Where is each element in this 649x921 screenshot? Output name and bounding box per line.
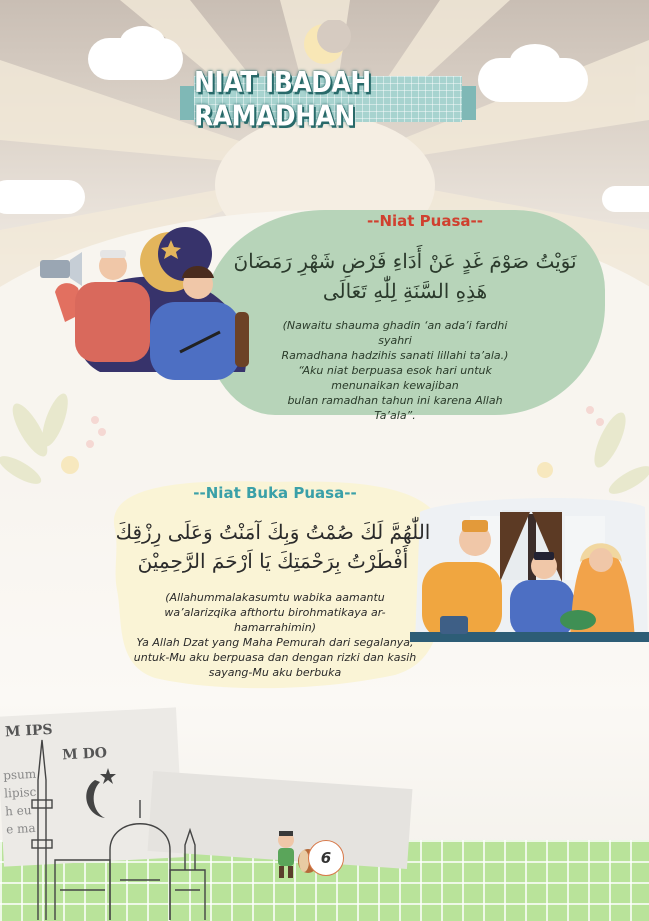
niat-buka-arabic-text: اللّٰهُمَّ لَكَ صُمْتُ وَبِكَ آمَنْتُ وَعَلَى رِزْقِكَ أَفْطَرْتُ بِرَحْمَتِكَ يَا اَرْحَمَ الرَّحِمِيْنَ [115, 520, 431, 573]
newspaper-text: e ma [5, 820, 36, 837]
translation-line: Ramadhana hadzihis sanati lillahi ta’ala.) [281, 349, 509, 362]
translation-line: hamarrahimin) [233, 621, 317, 634]
cloud [120, 26, 165, 58]
family-iftar-illustration [410, 492, 649, 647]
niat-buka-heading: --Niat Buka Puasa-- [193, 484, 357, 502]
translation-line: bulan ramadhan tahun ini karena Allah [287, 394, 503, 407]
translation-line: (Nawaitu shauma ghadin ‘an ada’i fardhi syahri [282, 319, 508, 347]
translation-line: sayang-Mu aku berbuka [208, 666, 342, 679]
page-number: 6 [308, 840, 344, 876]
page-title: NIAT IBADAH RAMADHAN [194, 65, 371, 133]
newspaper-text: h eu [4, 803, 32, 819]
niat-puasa-translation [270, 318, 520, 423]
translation-line: Ya Allah Dzat yang Maha Pemurah dari segalanya, [136, 636, 414, 649]
mosque-sketch-illustration [0, 720, 230, 921]
newspaper-text: psum [2, 766, 37, 783]
newspaper-text: lipisc [3, 784, 37, 801]
cloud [602, 186, 649, 212]
cloud [0, 180, 85, 214]
niat-buka-translation [125, 590, 425, 680]
title-banner [180, 65, 476, 133]
translation-line: untuk-Mu aku berpuasa dan dengan rizki dan kasih [133, 651, 417, 664]
crescent-moon-icon [300, 20, 352, 68]
niat-puasa-heading: --Niat Puasa-- [367, 212, 483, 230]
translation-line: (Allahummalakasumtu wabika aamantu [165, 591, 385, 604]
translation-line: menunaikan kewajiban [331, 379, 459, 392]
translation-line: Ta’ala”. [374, 409, 416, 422]
niat-puasa-arabic-text: نَوَيْتُ صَوْمَ غَدٍ عَنْ أَدَاءِ فَرْضِ شَهْرِ رَمَضَانَ هَذِهِ السَّنَةِ لِلّٰهِ تَعَالَى [233, 249, 577, 303]
newspaper-text: M DO [61, 745, 108, 764]
banner-panel [194, 65, 462, 133]
translation-line: “Aku niat berpuasa esok hari untuk [298, 364, 492, 377]
translation-line: wa’alarizqika afthortu birohmatikaya ar- [164, 606, 386, 619]
cloud [510, 44, 560, 78]
newspaper-text: M IPS [4, 721, 53, 741]
